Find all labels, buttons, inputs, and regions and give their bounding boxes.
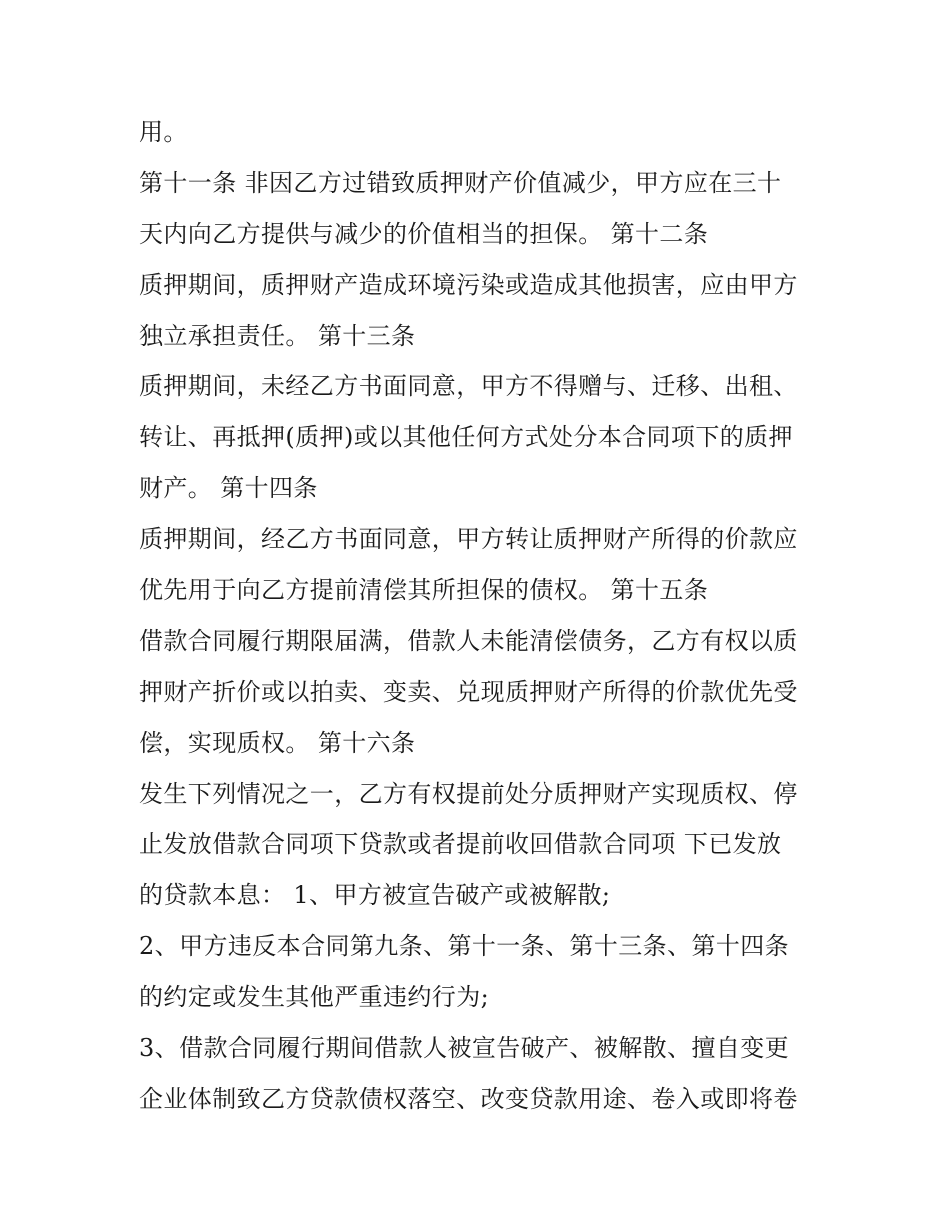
text-line: 优先用于向乙方提前清偿其所担保的债权。 第十五条 [139, 576, 709, 605]
text-line: 财产。 第十四条 [139, 474, 318, 503]
text-line: 止发放借款合同项下贷款或者提前收回借款合同项 下已发放 [139, 830, 782, 859]
text-line: 用。 [139, 118, 188, 146]
text-line: 发生下列情况之一，乙方有权提前处分质押财产实现质权、停 [139, 779, 798, 808]
text-line: 偿，实现质权。 第十六条 [139, 728, 416, 757]
text-line: 3、借款合同履行期间借款人被宣告破产、被解散、擅自变更 [139, 1034, 790, 1063]
text-line: 的约定或发生其他严重违约行为; [139, 983, 490, 1012]
text-line: 押财产折价或以拍卖、变卖、兑现质押财产所得的价款优先受 [139, 677, 798, 706]
text-line: 企业体制致乙方贷款债权落空、改变贷款用途、卷入或即将卷 [139, 1084, 798, 1113]
text-line: 质押期间，经乙方书面同意，甲方转让质押财产所得的价款应 [139, 525, 798, 554]
text-line: 借款合同履行期限届满，借款人未能清偿债务，乙方有权以质 [139, 626, 798, 655]
text-line: 转让、再抵押(质押)或以其他任何方式处分本合同项下的质押 [139, 423, 793, 452]
text-line: 2、甲方违反本合同第九条、第十一条、第十三条、第十四条 [139, 932, 790, 961]
text-line: 质押期间，质押财产造成环境污染或造成其他损害，应由甲方 [139, 270, 798, 299]
contract-text [139, 107, 829, 1125]
text-line: 质押期间，未经乙方书面同意，甲方不得赠与、迁移、出租、 [139, 372, 798, 401]
text-line: 独立承担责任。 第十三条 [139, 321, 416, 350]
text-line: 的贷款本息： 1、甲方被宣告破产或被解散; [139, 881, 611, 910]
text-line: 第十一条 非因乙方过错致质押财产价值减少，甲方应在三十 [139, 168, 782, 197]
text-line: 天内向乙方提供与减少的价值相当的担保。 第十二条 [139, 219, 709, 248]
